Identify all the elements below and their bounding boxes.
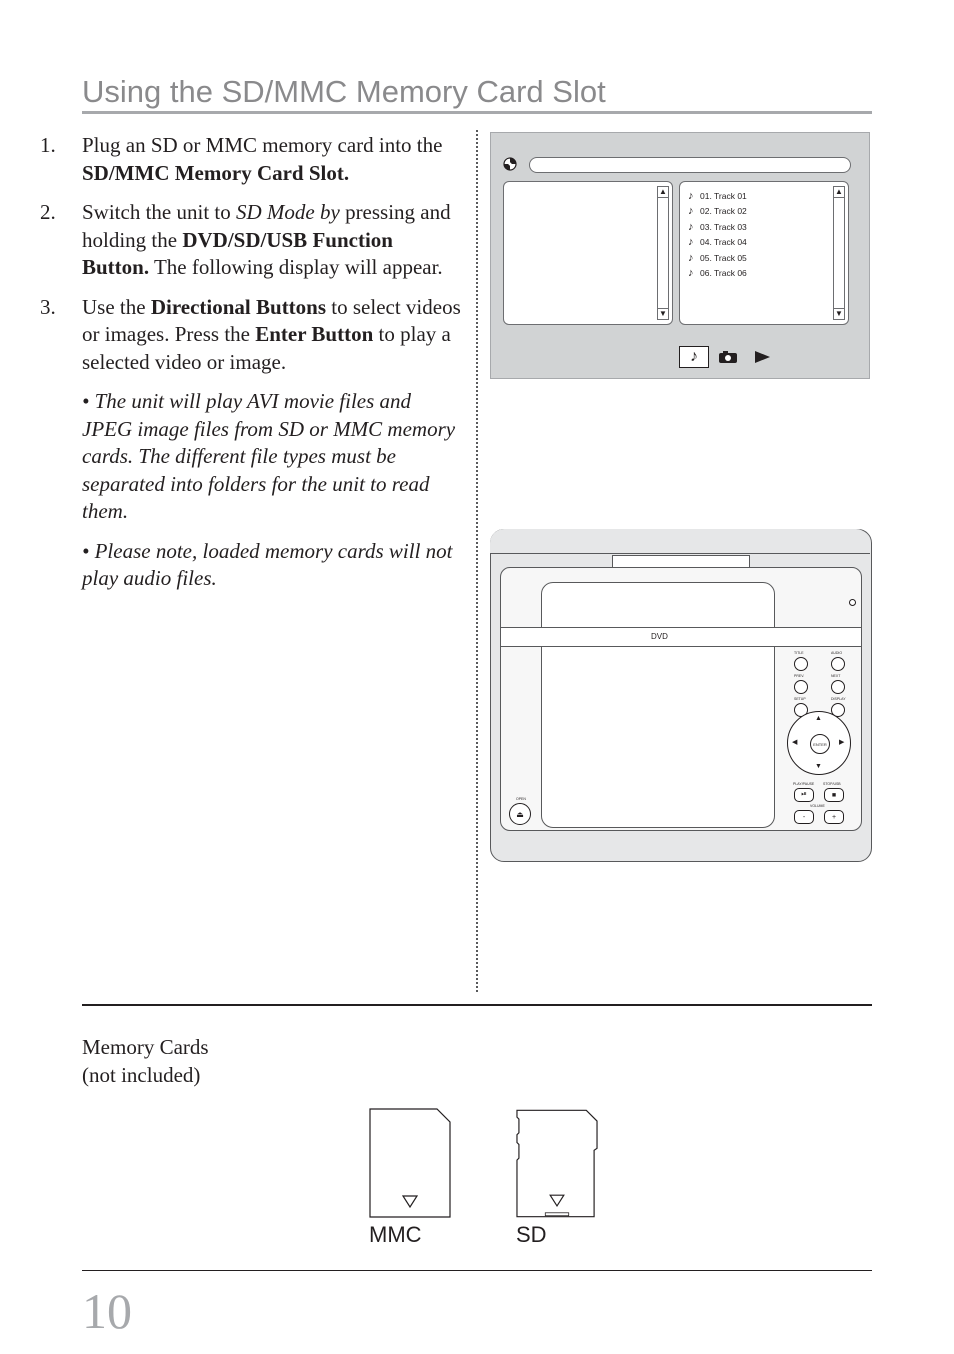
player-screen-edge [490,529,870,554]
step-italic: SD Mode by [236,200,340,224]
up-arrow-icon[interactable]: ▲ [815,714,822,722]
enter-button[interactable]: ENTER [810,734,830,754]
title-label: TITLE [794,651,804,655]
scroll-up-icon[interactable]: ▲ [835,187,843,196]
dvd-label: DVD [651,632,668,641]
track-item[interactable] [688,219,747,235]
track-item[interactable] [688,250,747,266]
note-audio: • Please note, loaded memory cards will not play audio files. [82,538,453,590]
display-label: DISPLAY [831,697,846,701]
scroll-down-icon[interactable]: ▼ [659,309,667,318]
step-text: Plug an SD or MMC memory card into the [82,133,443,157]
section-rule [82,1004,872,1006]
sd-card-icon [516,1108,598,1218]
audio-button[interactable] [831,657,845,671]
track-item[interactable] [688,266,747,282]
dvd-player-illustration [490,529,872,862]
disc-door [541,582,775,828]
track-label: 05. Track 05 [700,252,747,263]
page-title: Using the SD/MMC Memory Card Slot [82,74,606,109]
left-arrow-icon[interactable]: ◀ [792,738,798,746]
track-label: 03. Track 03 [700,221,747,232]
photo-mode-icon[interactable] [713,346,743,368]
instruction-steps [40,132,465,605]
caption-line: Memory Cards [82,1035,209,1059]
scrollbar[interactable] [657,186,669,320]
open-label: OPEN [516,797,526,801]
caption-line: (not included) [82,1062,201,1087]
track-item[interactable] [688,235,747,251]
step-3 [40,294,465,377]
step-2 [40,199,465,282]
note-file-types: • The unit will play AVI movie files and JPEG image files from SD or MMC memory cards. The different file types must be separated into folders for the unit to read them. [82,389,456,523]
mmc-label: MMC [369,1222,422,1247]
path-bar [529,157,851,173]
music-note-icon: ♪ [688,205,694,218]
folder-pane[interactable] [503,181,673,325]
camera-icon [718,350,738,364]
title-rule [82,111,872,114]
footer-rule [82,1270,872,1271]
disc-icon [503,157,517,171]
step-number: 2. [40,200,56,224]
prev-button[interactable] [794,680,808,694]
volume-label: VOLUME [810,804,825,808]
step-text: Switch the unit to [82,200,236,224]
down-arrow-icon[interactable]: ▼ [815,762,822,770]
scroll-down-icon[interactable]: ▼ [835,309,843,318]
right-arrow-icon[interactable]: ▶ [839,738,845,746]
step-bold: Enter Button [255,322,374,346]
prev-label: PREV. [794,674,805,678]
audio-label: AUDIO [831,651,843,655]
stop-label: STOP/USB [823,782,841,786]
play-pause-label: PLAY/PAUSE [793,782,815,786]
front-band [501,627,861,647]
step-bold: SD/MMC Memory Card Slot. [82,160,350,185]
step-bold: DVD/SD/USB Function Button. [82,227,393,279]
dotted-divider [476,130,478,992]
volume-down-button[interactable]: - [794,810,814,824]
directional-pad[interactable] [787,711,851,775]
title-button[interactable] [794,657,808,671]
power-indicator [849,599,856,606]
memory-cards-caption [82,1034,209,1089]
page-number: 10 [82,1283,132,1339]
play-icon [753,350,771,364]
step-1 [40,132,465,187]
step-number: 3. [40,294,56,319]
step-text: The following display will appear. [149,255,443,279]
music-note-icon: ♪ [688,267,694,280]
step-text: pressing and holding the [82,200,451,252]
track-item[interactable] [688,204,747,220]
track-list-pane[interactable] [679,181,849,325]
mode-selector [679,346,781,368]
track-label: 01. Track 01 [700,190,747,201]
step-text: to play a selected video or image. [82,322,451,374]
setup-label: SETUP [794,697,806,701]
track-list [688,188,747,281]
music-note-icon: ♪ [688,220,694,233]
volume-up-button[interactable]: + [824,810,844,824]
step-number: 1. [40,133,56,157]
next-label: NEXT [831,674,841,678]
next-button[interactable] [831,680,845,694]
music-note-icon: ♪ [688,189,694,202]
sd-mode-display [490,132,870,379]
mmc-card-icon [369,1108,451,1218]
track-label: 02. Track 02 [700,206,747,217]
scrollbar[interactable] [833,186,845,320]
track-label: 04. Track 04 [700,237,747,248]
music-note-icon: ♪ [688,236,694,249]
sd-label: SD [516,1222,547,1247]
scroll-up-icon[interactable]: ▲ [659,187,667,196]
step-text: to select videos or images. Press the [82,294,461,346]
eject-icon[interactable]: ⏏ [509,803,531,825]
stop-button[interactable]: ■ [824,788,844,802]
step-bold: Directional Buttons [150,294,327,319]
step-text: Use the [82,294,151,319]
track-label: 06. Track 06 [700,268,747,279]
music-note-icon: ♪ [688,251,694,264]
player-panel [500,567,862,831]
track-item[interactable] [688,188,747,204]
video-mode-icon[interactable] [747,346,777,368]
play-pause-button[interactable]: ⏯ [794,788,814,802]
music-mode-icon[interactable]: ♪ [679,346,709,368]
